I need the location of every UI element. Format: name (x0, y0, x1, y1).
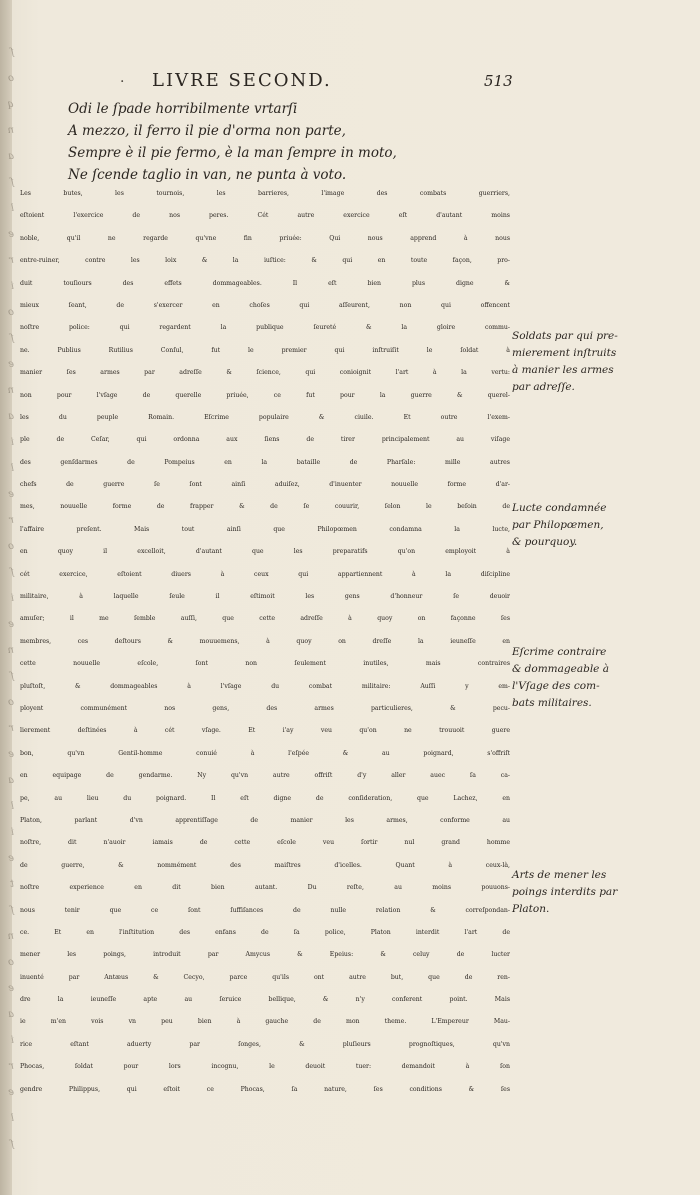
margin-note-line: bats militaires. (512, 697, 592, 709)
running-header (120, 70, 520, 94)
body-line: Phocas, ſoldat pour lors incognu, le deuoit tuer: demandoit à ſon (20, 1063, 510, 1071)
body-line: ie m'en vois vn peu bien à gauche de mon theme. L'Empereur Mau- (20, 1018, 510, 1026)
verse-line: Sempre è il pie fermo, è la man ſempre in moto, (68, 145, 397, 161)
body-line: entre-ruiner, contre les loix & la iuſtice: & qui en toute façon, pro- (20, 257, 510, 265)
body-line: manier ſes armes par adreſſe & ſcience, qui conioignit l'art à la vertu: (20, 369, 510, 377)
margin-note-line: l'Vſage des com- (512, 680, 600, 692)
body-line: en equipage de gendarme. Ny qu'vn autre offriſt d'y aller auec ſa ca- (20, 772, 510, 780)
margin-note-line: à manier les armes (512, 364, 614, 376)
body-line: ce. Et en l'inſtitution des enfans de ſa police, Platon interdit l'art de (20, 928, 510, 936)
body-line: ple de Ceſar, qui ordonna aux ſiens de tirer principalement au viſage (20, 436, 510, 444)
margin-note-lucte (512, 500, 642, 551)
verse-line: Ne ſcende taglio in van, ne punta à voto. (68, 167, 347, 183)
body-line: en quoy il excelloit, d'autant que les preparatifs qu'on employoit à (20, 548, 510, 556)
body-line: cét exercice, eſtoient diuers à ceux qui appartiennent à la diſcipline (20, 570, 510, 578)
margin-note-escrime (512, 644, 642, 712)
body-line: pluſtoſt, & dommageables à l'vſage du combat militaire: Auſſi y em- (20, 682, 510, 690)
body-line: non pour l'vſage de querelle priuée, ce fut pour la guerre & querel- (20, 391, 510, 399)
body-line: ployent communément nos gens, des armes particulieres, & pecu- (20, 704, 510, 712)
body-line: Platon, parlant d'vn apprentiſſage de manier les armes, conforme au (20, 816, 510, 824)
margin-note-line: & pourquoy. (512, 536, 578, 548)
body-line: lierement deſtinées à cét vſage. Et i'ay veu qu'on ne trouuoit guere (20, 727, 510, 735)
body-line: inuenté par Antæus & Cecyo, parce qu'ils ont autre but, que de ren- (20, 973, 510, 981)
body-line: noſtre experience en dit bien autant. Du reſte, au moins pouuons- (20, 884, 510, 892)
body-line: militaire, à laquelle ſeule il eſtimoit les gens d'honneur ſe deuoir (20, 593, 510, 601)
body-line: cette nouuelle eſcole, ſont non ſeulement inutiles, mais contraires (20, 660, 510, 668)
body-line: mes, nouuelle forme de frapper & de ſe couurir, ſelon le beſoin de (20, 503, 510, 511)
body-line: noble, qu'il ne regarde qu'vne fin priuée: Qui nous apprend à nous (20, 234, 510, 242)
body-line: membres, ces deſtours & mouuemens, à quoy on dreſſe la ieuneſſe en (20, 637, 510, 645)
margin-note-soldats (512, 328, 642, 396)
body-line: noſtre police: qui regardent la publique ſeureté & la gloire commu- (20, 324, 510, 332)
margin-note-line: Lucte condamnée (512, 502, 607, 514)
body-line: ne. Publius Rutilius Conſul, fut le premier qui inſtruiſit le ſoldat à (20, 346, 510, 354)
margin-note-line: poings interdits par (512, 886, 618, 898)
body-line: les du peuple Romain. Eſcrime populaire & ciuile. Et outre l'exem- (20, 413, 510, 421)
body-line: mener les poings, introduit par Amycus & Epeius: & celuy de lucter (20, 951, 510, 959)
margin-note-line: Soldats par qui pre- (512, 330, 618, 342)
margin-note-line: Platon. (512, 903, 550, 915)
body-line: des genſdarmes de Pompeius en la bataille de Pharſale: mille autres (20, 458, 510, 466)
body-line: bon, qu'vn Gentil-homme conuié à l'eſpée & au poignard, s'offriſt (20, 749, 510, 757)
body-line: mieux ſeant, de s'exercer en choſes qui aſſeurent, non qui offencent (20, 301, 510, 309)
header-ornament: · (120, 74, 125, 90)
body-line: duit touſiours des effets dommageables. Il eſt bien plus digne & (20, 279, 510, 287)
bleed-through-text: ſ o q n a ſ l e r i o ſ e n a i l e r o ſ i e n ſ o r e a l i e t ſ n o e a i r e l ſ (7, 47, 14, 1150)
body-line: de guerre, & nommément des maiſtres d'icelles. Quant à ceux-là, (20, 861, 510, 869)
body-line: chefs de guerre ſe ſont ainſi aduiſez, d'inuenter nouuelle forme d'ar- (20, 481, 510, 489)
book-section-title: LIVRE SECOND. (152, 70, 332, 91)
body-line: gendre Philippus, qui eſtoit ce Phocas, ſa nature, ſes conditions & ſes (20, 1085, 510, 1093)
body-line: eſtoient l'exercice de nos peres. Cét autre exercice eſt d'autant moins (20, 212, 510, 220)
margin-note-line: par adreſſe. (512, 381, 575, 393)
body-line: nous tenir que ce ſont ſuffiſances de nulle relation & correſpondan- (20, 906, 510, 914)
body-line: pe, au lieu du poignard. Il eſt digne de conſideration, que Lachez, en (20, 794, 510, 802)
verse-line: A mezzo, il ferro il pie d'orma non parte, (68, 123, 346, 139)
verse-line: Odi le ſpade horribilmente vrtarſi (68, 101, 298, 117)
body-line: dre la ieuneſſe apte au ſeruice bellique, & n'y conferent point. Mais (20, 996, 510, 1004)
body-line: rice eſtant aduerty par ſonges, & pluſieurs prognoſtiques, qu'vn (20, 1040, 510, 1048)
margin-note-line: Eſcrime contraire (512, 646, 607, 658)
body-text (20, 183, 510, 1101)
verse-quotation (68, 98, 488, 186)
body-line: amuſer; il me ſemble auſſi, que cette adreſſe à quoy on façonne ſes (20, 615, 510, 623)
body-line: l'affaire preſent. Mais tout ainſi que Philopœmen condamna la lucte, (20, 525, 510, 533)
body-line: Les butes, les tournois, les barrieres, l'image des combats guerriers, (20, 190, 510, 197)
margin-note-line: Arts de mener les (512, 869, 607, 881)
margin-note-line: mierement inſtruits (512, 347, 617, 359)
margin-note-line: par Philopœmen, (512, 519, 604, 531)
body-line: noſtre, dit n'auoir iamais de cette eſcole veu ſortir nul grand homme (20, 839, 510, 847)
margin-note-arts (512, 867, 642, 918)
margin-note-line: & dommageable à (512, 663, 609, 675)
page-number: 513 (484, 72, 513, 90)
